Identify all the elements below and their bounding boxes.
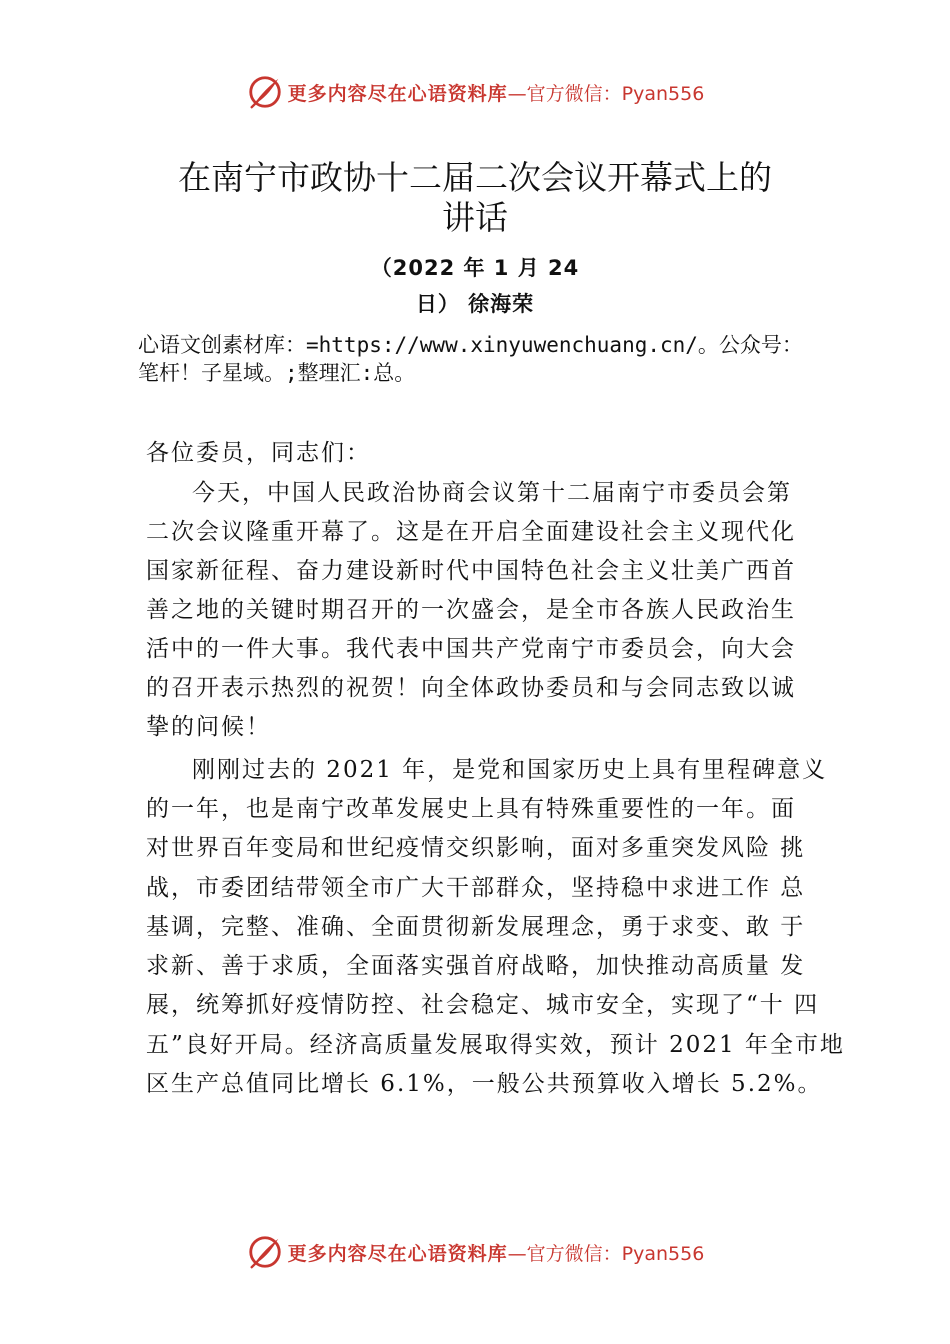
salutation: 各位委员，同志们： [146, 440, 371, 466]
paragraph-1-line: 今天，中国人民政治协商会议第十二届南宁市委员会第 [192, 480, 792, 506]
banner-main-text: 更多内容尽在心语资料库 [287, 1242, 508, 1265]
paragraph-2-line: 求新、善于求质，全面落实强首府战略，加快推动高质量 发 [146, 953, 806, 979]
quill-logo-icon [246, 73, 284, 111]
source-notice-line-1: 心语文创素材库：=https://www.xinyuwenchuang.cn/。公众号： [138, 333, 803, 357]
paragraph-2-line: 刚刚过去的 2021 年，是党和国家历史上具有里程碑意义 [192, 757, 828, 783]
quill-logo-icon [246, 1233, 284, 1271]
banner-main-text: 更多内容尽在心语资料库 [287, 82, 508, 105]
footer-banner [0, 1232, 950, 1272]
date-author-line: 日） 徐海荣 [415, 292, 535, 316]
paragraph-1-line: 的召开表示热烈的祝贺！向全体政协委员和与会同志致以诚 [146, 675, 796, 701]
paragraph-1-line: 善之地的关键时期召开的一次盛会，是全市各族人民政治生 [146, 597, 796, 623]
date-line-1: （2022 年 1 月 24 [370, 256, 580, 280]
paragraph-2-line: 对世界百年变局和世纪疫情交织影响，面对多重突发风险 挑 [146, 835, 806, 861]
paragraph-1-line: 挚的问候！ [146, 714, 271, 740]
paragraph-2-line: 的一年，也是南宁改革发展史上具有特殊重要性的一年。面 [146, 796, 796, 822]
banner-wechat-text: —官方微信：Pyan556 [507, 82, 705, 105]
paragraph-2-line: 战，市委团结带领全市广大干部群众，坚持稳中求进工作 总 [146, 875, 806, 901]
paragraph-2-line: 五”良好开局。经济高质量发展取得实效，预计 2021 年全市地 [146, 1032, 845, 1058]
header-banner [0, 72, 950, 112]
paragraph-1-line: 活中的一件大事。我代表中国共产党南宁市委员会，向大会 [146, 636, 796, 662]
document-title-line-2: 讲话 [442, 198, 508, 237]
document-title-line-1: 在南宁市政协十二届二次会议开幕式上的 [178, 158, 772, 197]
source-notice-line-2: 笔杆！子星域。;整理汇:总。 [138, 361, 416, 385]
paragraph-2-line: 展，统筹抓好疫情防控、社会稳定、城市安全，实现了“十 四 [146, 992, 820, 1018]
paragraph-2-line: 基调，完整、准确、全面贯彻新发展理念，勇于求变、敢 于 [146, 914, 806, 940]
paragraph-1-line: 国家新征程、奋力建设新时代中国特色社会主义壮美广西首 [146, 558, 796, 584]
paragraph-2-line: 区生产总值同比增长 6.1%，一般公共预算收入增长 5.2%。 [146, 1071, 823, 1097]
paragraph-1-line: 二次会议隆重开幕了。这是在开启全面建设社会主义现代化 [146, 519, 796, 545]
banner-wechat-text: —官方微信：Pyan556 [507, 1242, 705, 1265]
